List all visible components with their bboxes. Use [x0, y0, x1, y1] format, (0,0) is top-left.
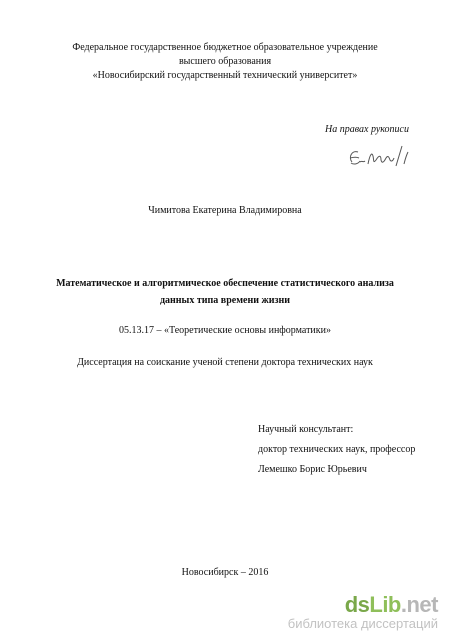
watermark-tagline: библиотека диссертаций	[287, 616, 438, 631]
rights-note: На правах рукописи	[325, 124, 409, 135]
handwritten-signature	[346, 142, 416, 172]
institution-line-3: «Новосибирский государственный технический университет»	[92, 70, 358, 81]
institution-line-2: высшего образования	[178, 56, 272, 67]
advisor-label: Научный консультант:	[258, 424, 354, 435]
institution-line-1: Федеральное государственное бюджетное образовательное учреждение	[72, 42, 378, 53]
city-year: Новосибирск – 2016	[181, 567, 269, 578]
degree-statement: Диссертация на соискание ученой степени доктора технических наук	[77, 357, 373, 368]
specialty-code: 05.13.17 – «Теоретические основы информатики»	[118, 325, 331, 336]
author-name: Чимитова Екатерина Владимировна	[148, 205, 302, 216]
advisor-name: Лемешко Борис Юрьевич	[258, 464, 367, 475]
dslib-watermark	[288, 594, 438, 631]
thesis-title-line-1: Математическое и алгоритмическое обеспечение статистического анализа	[56, 278, 394, 289]
dslib-logo: dsLib.net	[344, 592, 438, 617]
thesis-title-line-2: данных типа времени жизни	[159, 295, 291, 306]
advisor-rank: доктор технических наук, профессор	[258, 444, 416, 455]
